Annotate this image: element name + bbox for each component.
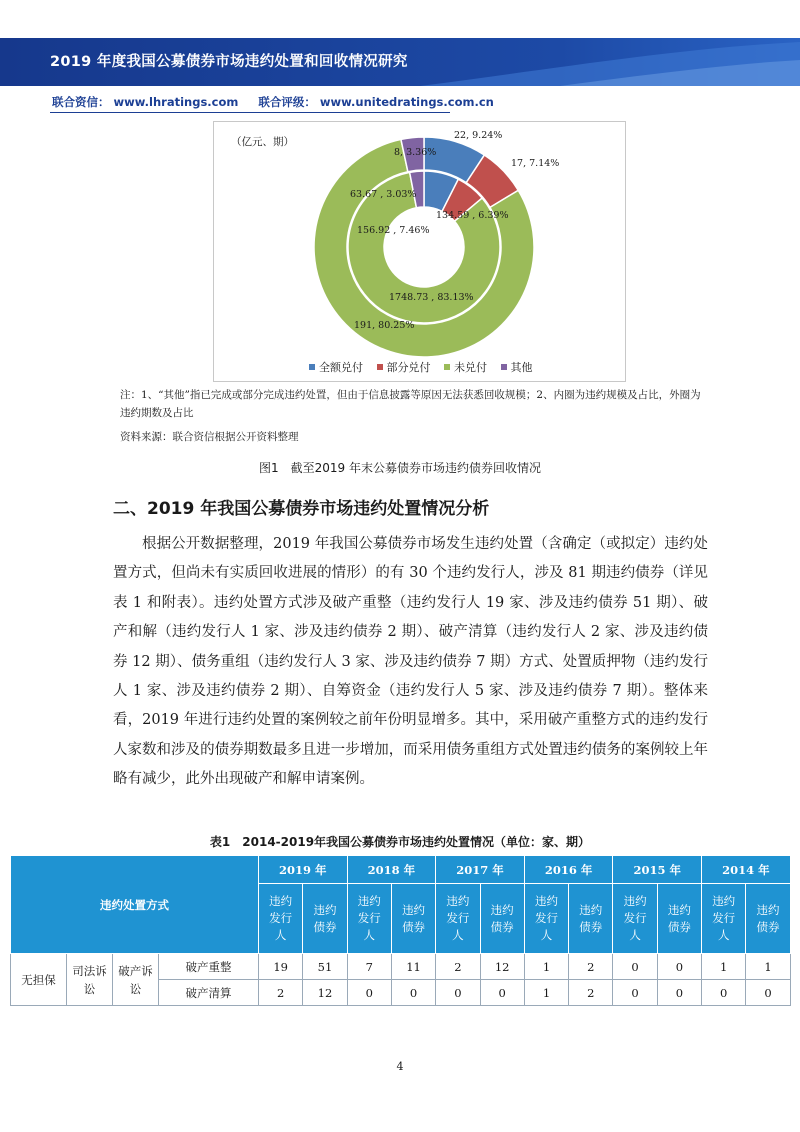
figure-caption: 图1 截至2019 年末公募债券市场违约债券回收情况 bbox=[259, 461, 541, 475]
table-subheader-issuers: 违约 发行 人 bbox=[524, 884, 568, 954]
table-cell-value: 0 bbox=[436, 980, 480, 1006]
table-cell-value: 0 bbox=[347, 980, 391, 1006]
table-cell-value: 2 bbox=[569, 954, 613, 980]
table-cell-value: 2 bbox=[436, 954, 480, 980]
table-subheader-issuers: 违约 发行 人 bbox=[702, 884, 746, 954]
disposal-table bbox=[10, 855, 791, 1006]
page-number: 4 bbox=[396, 1060, 404, 1073]
legend-item-other: 其他 bbox=[501, 359, 533, 375]
table-cell-value: 1 bbox=[524, 980, 568, 1006]
table-cell-value: 7 bbox=[347, 954, 391, 980]
org2-url[interactable]: www.unitedratings.com.cn bbox=[319, 95, 494, 109]
donut-chart-figure bbox=[213, 121, 626, 382]
table-cell-value: 1 bbox=[702, 954, 746, 980]
table-header-year: 2016 年 bbox=[524, 856, 613, 884]
legend-item-partial: 部分兑付 bbox=[377, 359, 431, 375]
table-cell-method: 破产重整 bbox=[159, 954, 259, 980]
outer-label-partial: 17, 7.14% bbox=[511, 158, 560, 169]
table-subheader-bonds: 违约 债券 bbox=[657, 884, 701, 954]
inner-label-full: 156.92 , 7.46% bbox=[357, 225, 430, 236]
table-cell-value: 0 bbox=[657, 954, 701, 980]
table-header-year: 2014 年 bbox=[702, 856, 791, 884]
chart-legend bbox=[309, 359, 543, 375]
table-header-method: 违约处置方式 bbox=[11, 856, 259, 954]
table-subheader-issuers: 违约 发行 人 bbox=[259, 884, 303, 954]
donut-chart-svg bbox=[214, 122, 625, 381]
org2-label: 联合评级： bbox=[258, 95, 316, 109]
table-subheader-bonds: 违约 债券 bbox=[480, 884, 524, 954]
table-subheader-bonds: 违约 债券 bbox=[569, 884, 613, 954]
table-cell-value: 51 bbox=[303, 954, 347, 980]
header-title: 2019 年度我国公募债券市场违约处置和回收情况研究 bbox=[50, 54, 408, 70]
table-cell-value: 0 bbox=[391, 980, 435, 1006]
table-subheader-issuers: 违约 发行 人 bbox=[347, 884, 391, 954]
org1-label: 联合资信： bbox=[52, 95, 110, 109]
inner-label-other: 63.67 , 3.03% bbox=[350, 189, 417, 200]
table-cell-value: 1 bbox=[746, 954, 790, 980]
outer-label-other: 8, 3.36% bbox=[394, 147, 437, 158]
table-cell-value: 0 bbox=[657, 980, 701, 1006]
header-underline bbox=[50, 112, 450, 113]
inner-label-unpaid: 1748.73 , 83.13% bbox=[389, 292, 474, 303]
outer-label-full: 22, 9.24% bbox=[454, 130, 503, 141]
page-header-band bbox=[0, 38, 800, 86]
outer-label-unpaid: 191, 80.25% bbox=[354, 320, 415, 331]
legend-item-unpaid: 未兑付 bbox=[444, 359, 487, 375]
table-subheader-bonds: 违约 债券 bbox=[391, 884, 435, 954]
legend-item-full: 全额兑付 bbox=[309, 359, 363, 375]
table-cell-value: 0 bbox=[613, 980, 657, 1006]
section-heading: 二、2019 年我国公募债券市场违约处置情况分析 bbox=[113, 499, 490, 519]
table-header-year: 2015 年 bbox=[613, 856, 702, 884]
table-cell-value: 0 bbox=[613, 954, 657, 980]
table-row bbox=[11, 954, 791, 980]
header-subline bbox=[52, 94, 494, 110]
table-subheader-issuers: 违约 发行 人 bbox=[613, 884, 657, 954]
table-cell-category: 司法诉讼 bbox=[67, 954, 113, 1006]
figure-source: 资料来源：联合资信根据公开资料整理 bbox=[120, 431, 299, 443]
body-paragraph: 根据公开数据整理，2019 年我国公募债券市场发生违约处置（含确定（或拟定）违约处置方式，但尚未有实质回收进展的情形）的有 30 个违约发行人，涉及 81 期违约债券（详见表 1 和附表）。违约处置方式涉及破产重整（违约发行人 19 家、涉及违约债券 51 期）、破产和解（违约发行人 1 家、涉及违约债券 2 期）、破产清算（违约发行人 2 家、涉及违约债券 12 期）、债务重组（违约发行人 3 家、涉及违约债券 7 期）方式、处置质押物（违约发行人 1 家、涉及违约债券 2 期）、自筹资金（违约发行人 5 家、涉及违约债券 7 期）。整体来看，2019 年进行违约处置的案例较之前年份明显增多。其中，采用破产重整方式的违约发行人家数和涉及的债券期数最多且进一步增加，而采用债务重组方式处置违约债务的案例较上年略有减少，此外出现破产和解申请案例。 bbox=[113, 536, 708, 788]
table-cell-value: 12 bbox=[480, 954, 524, 980]
table-cell-value: 0 bbox=[746, 980, 790, 1006]
table-header-year: 2017 年 bbox=[436, 856, 525, 884]
table-cell-category: 破产诉讼 bbox=[113, 954, 159, 1006]
table-cell-category: 无担保 bbox=[11, 954, 67, 1006]
table-cell-value: 11 bbox=[391, 954, 435, 980]
table-cell-value: 1 bbox=[524, 954, 568, 980]
table-caption: 表1 2014-2019年我国公募债券市场违约处置情况（单位：家、期） bbox=[209, 835, 591, 849]
table-cell-method: 破产清算 bbox=[159, 980, 259, 1006]
table-header-year: 2019 年 bbox=[259, 856, 348, 884]
table-subheader-issuers: 违约 发行 人 bbox=[436, 884, 480, 954]
figure-note: 注：1、“其他”指已完成或部分完成违约处置，但由于信息披露等原因无法获悉回收规模；2、内圈为违约规模及占比，外圈为违约期数及占比 bbox=[120, 389, 701, 419]
table-header-year: 2018 年 bbox=[347, 856, 436, 884]
table-cell-value: 19 bbox=[259, 954, 303, 980]
table-cell-value: 0 bbox=[480, 980, 524, 1006]
chart-unit-label: （亿元、期） bbox=[231, 136, 294, 148]
table-cell-value: 2 bbox=[569, 980, 613, 1006]
table-cell-value: 2 bbox=[259, 980, 303, 1006]
inner-label-partial: 134.59 , 6.39% bbox=[436, 210, 509, 221]
table-subheader-bonds: 违约 债券 bbox=[303, 884, 347, 954]
table-subheader-bonds: 违约 债券 bbox=[746, 884, 790, 954]
table-cell-value: 0 bbox=[702, 980, 746, 1006]
org1-url[interactable]: www.lhratings.com bbox=[113, 95, 239, 109]
table-cell-value: 12 bbox=[303, 980, 347, 1006]
